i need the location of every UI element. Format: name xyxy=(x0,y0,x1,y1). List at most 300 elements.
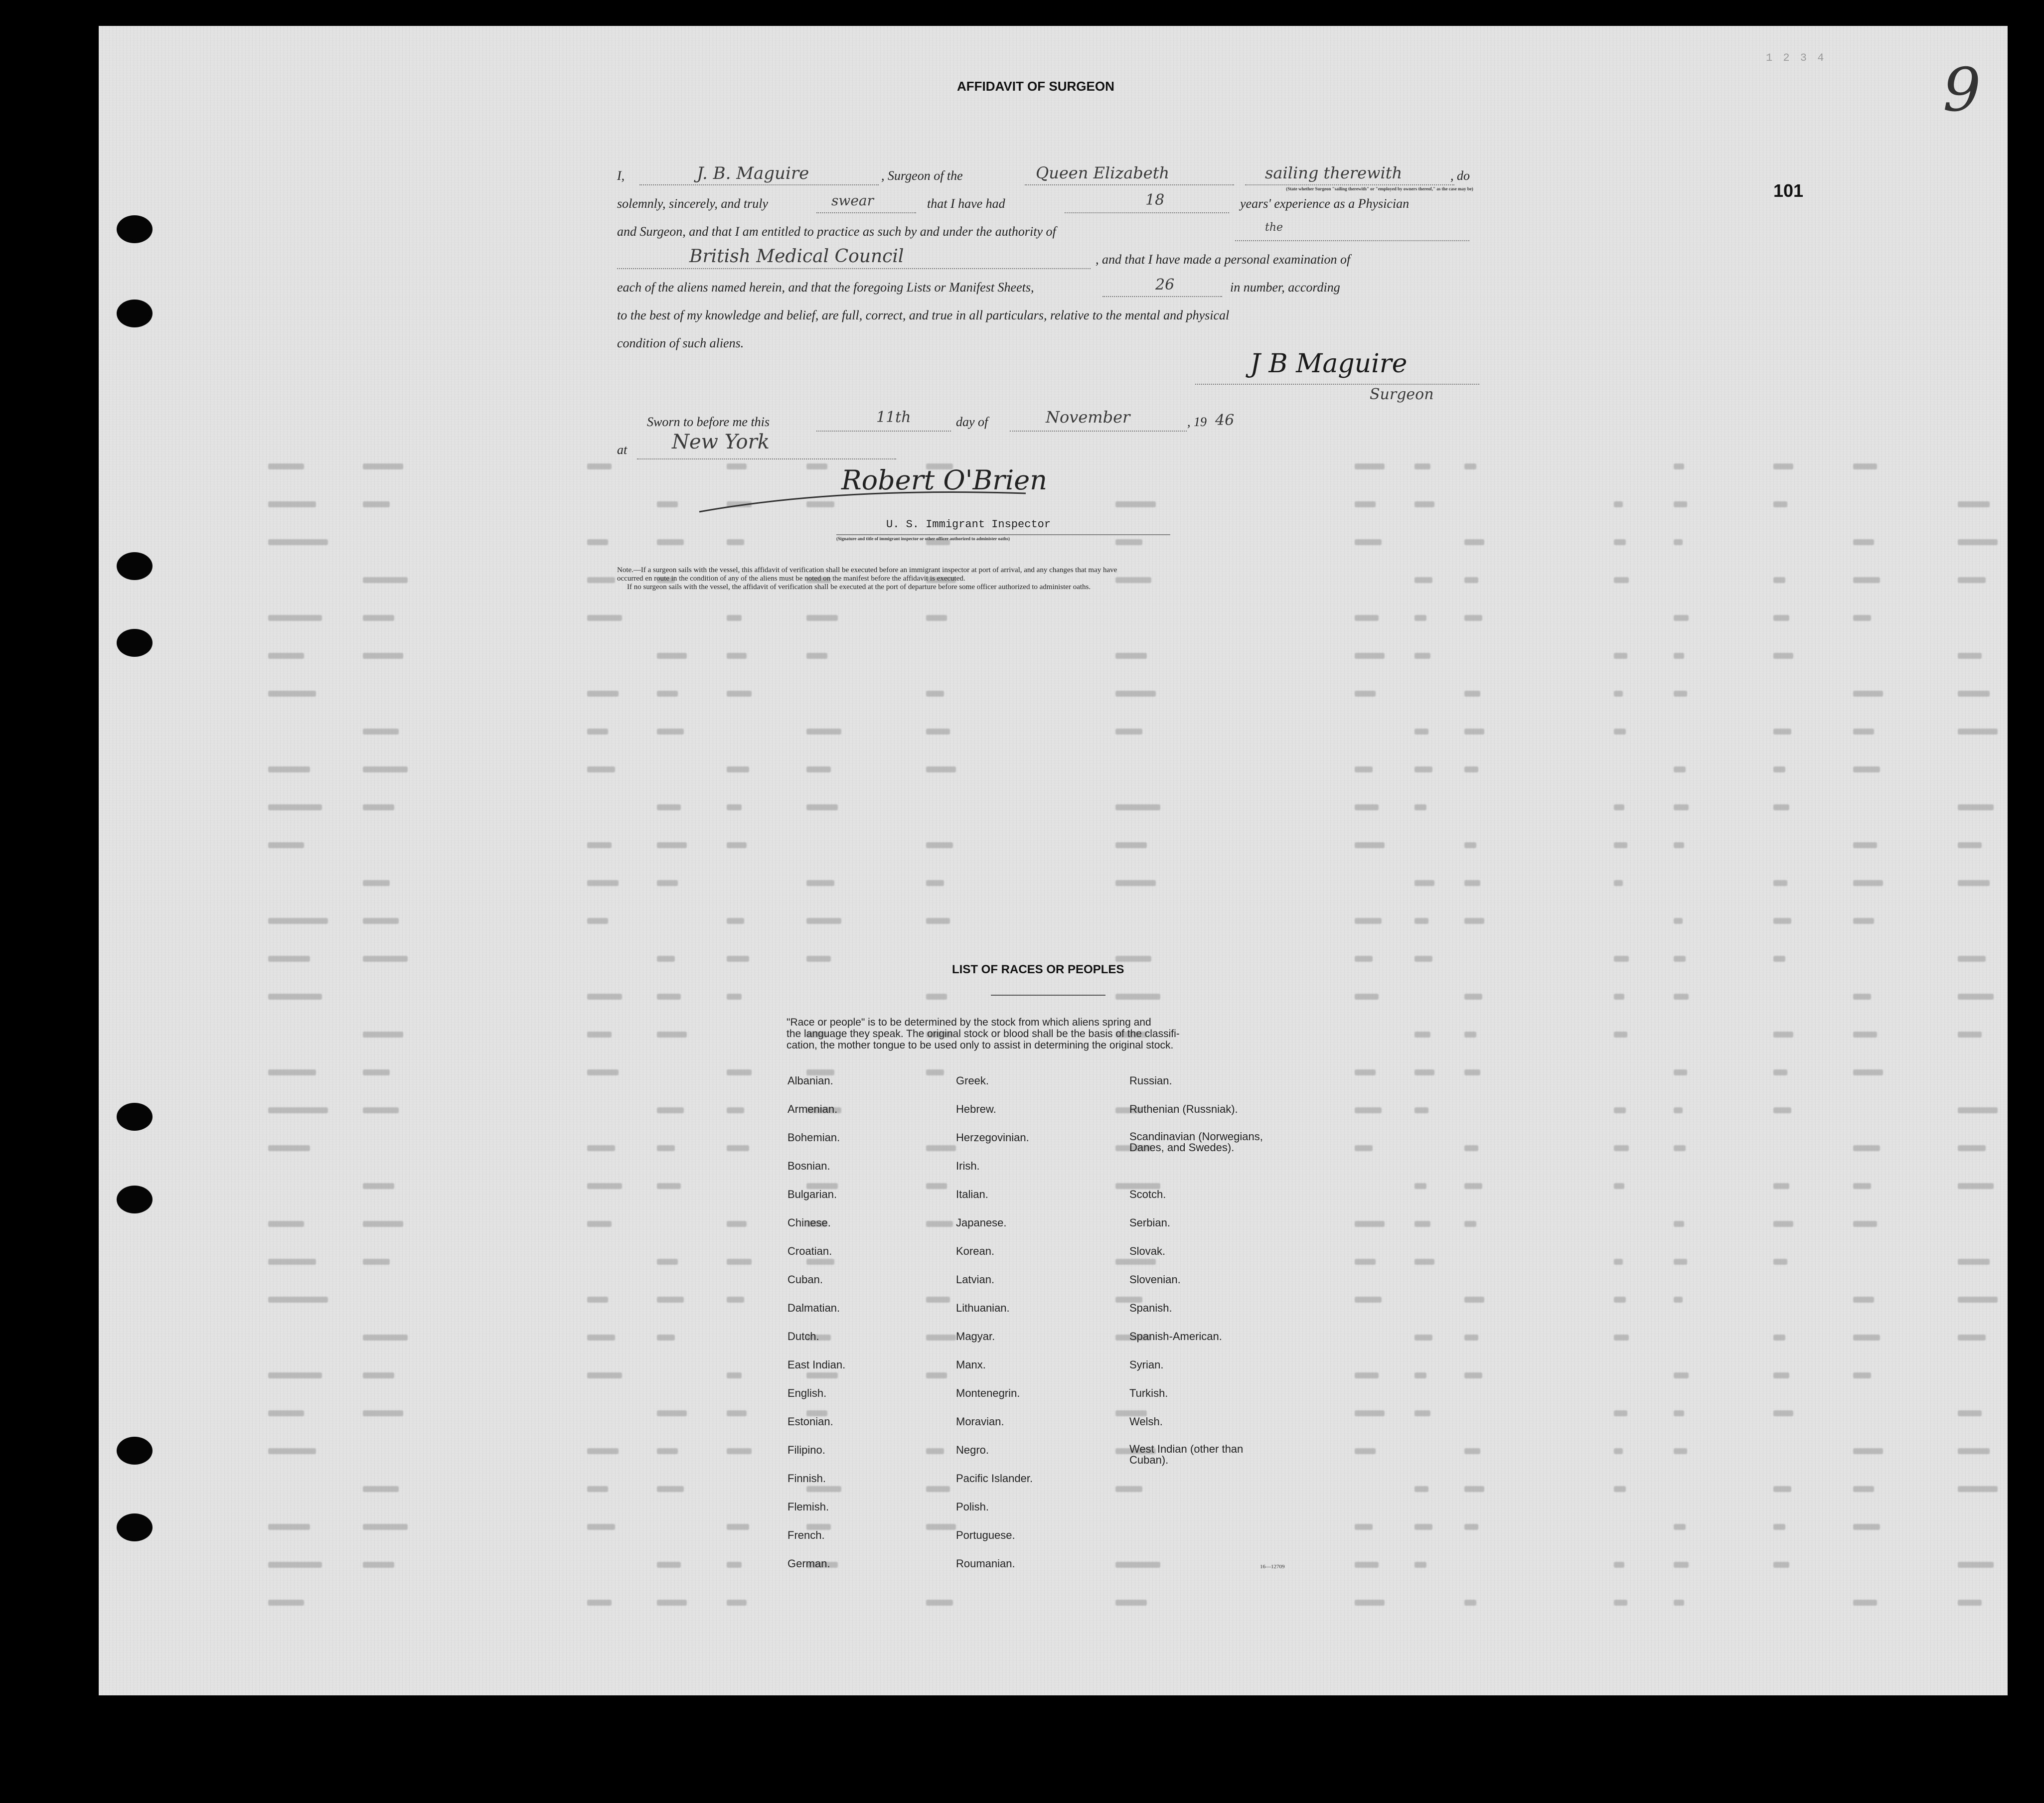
ghost-row xyxy=(268,535,1948,550)
ghost-mark xyxy=(363,1335,408,1341)
ghost-mark xyxy=(657,956,675,962)
line2-middle: that I have had xyxy=(927,196,1005,211)
ghost-mark xyxy=(1674,842,1684,848)
ghost-mark xyxy=(268,1221,304,1227)
ghost-row xyxy=(268,1482,1948,1497)
ghost-mark xyxy=(1674,918,1683,924)
race-entry: Dutch. xyxy=(787,1330,819,1343)
ghost-mark xyxy=(1958,653,1982,659)
ghost-mark xyxy=(363,1183,394,1189)
ghost-mark xyxy=(363,463,403,469)
ghost-mark xyxy=(1853,1032,1877,1038)
ghost-mark xyxy=(1614,1259,1623,1265)
sworn-day: 11th xyxy=(876,409,911,426)
ghost-mark xyxy=(1773,1069,1787,1075)
ghost-mark xyxy=(657,501,678,507)
sheet-number: 101 xyxy=(1773,180,1804,201)
ghost-mark xyxy=(1355,1372,1379,1378)
ghost-mark xyxy=(657,1107,684,1113)
authority-line-a xyxy=(1235,240,1469,241)
ghost-mark xyxy=(363,577,408,583)
ghost-mark xyxy=(1355,766,1373,772)
ghost-mark xyxy=(1464,1486,1484,1492)
at-place-line xyxy=(637,458,896,459)
ghost-mark xyxy=(268,918,328,924)
ghost-mark xyxy=(1415,1486,1428,1492)
ghost-mark xyxy=(1614,1600,1627,1606)
ghost-mark xyxy=(1415,615,1426,621)
races-title: LIST OF RACES OR PEOPLES xyxy=(952,963,1124,976)
ghost-mark xyxy=(1464,577,1478,583)
ghost-mark xyxy=(1853,539,1874,545)
ghost-mark xyxy=(587,1524,615,1530)
ghost-mark xyxy=(1355,1524,1373,1530)
ghost-mark xyxy=(657,1486,684,1492)
ghost-mark xyxy=(363,1069,390,1075)
ghost-mark xyxy=(727,842,747,848)
ghost-mark xyxy=(1674,1600,1684,1606)
sworn-day-of: day of xyxy=(956,415,988,429)
ghost-mark xyxy=(1614,1183,1624,1189)
ghost-mark xyxy=(1674,1069,1687,1075)
ghost-mark xyxy=(657,539,684,545)
ghost-mark xyxy=(1355,1221,1385,1227)
ghost-mark xyxy=(1853,1183,1871,1189)
ghost-mark xyxy=(727,1448,752,1454)
binder-hole xyxy=(117,215,153,243)
line1-prefix: I, xyxy=(617,168,625,183)
ghost-mark xyxy=(1773,1259,1787,1265)
ghost-mark xyxy=(1958,1107,1998,1113)
ghost-mark xyxy=(1958,956,1986,962)
race-entry: Latvian. xyxy=(956,1273,995,1286)
ghost-mark xyxy=(727,766,749,772)
sworn-month-line xyxy=(1010,431,1187,432)
ghost-row xyxy=(268,1331,1948,1346)
swear-line xyxy=(816,212,916,213)
ghost-mark xyxy=(727,1297,744,1303)
ghost-mark xyxy=(1674,501,1687,507)
ghost-mark xyxy=(1614,1107,1626,1113)
ghost-mark xyxy=(1958,1032,1982,1038)
ghost-mark xyxy=(806,615,838,621)
ghost-mark xyxy=(727,1107,744,1113)
vessel-line xyxy=(1025,184,1234,185)
ghost-mark xyxy=(1853,1524,1880,1530)
ghost-mark xyxy=(1674,766,1686,772)
ghost-mark xyxy=(1115,501,1156,507)
ghost-mark xyxy=(1464,1032,1476,1038)
ghost-mark xyxy=(727,463,747,469)
ghost-mark xyxy=(1355,918,1382,924)
ghost-mark xyxy=(926,1069,944,1075)
ghost-mark xyxy=(926,842,953,848)
ghost-mark xyxy=(926,766,956,772)
note-line-1: Note.—If a surgeon sails with the vessel, this affidavit of verification shall be executed before an immigrant inspector at port of arrival, and any changes that may have xyxy=(617,566,1117,574)
binder-hole xyxy=(117,1103,153,1131)
ghost-mark xyxy=(727,994,742,1000)
ghost-mark xyxy=(363,804,394,810)
ghost-mark xyxy=(1115,577,1151,583)
ghost-mark xyxy=(806,653,827,659)
sailing-status: sailing therewith xyxy=(1265,163,1403,182)
ghost-mark xyxy=(1674,1145,1686,1151)
ghost-mark xyxy=(1958,1410,1982,1416)
ghost-mark xyxy=(1773,653,1793,659)
ghost-mark xyxy=(1115,842,1147,848)
race-entry: Syrian. xyxy=(1129,1358,1164,1371)
ghost-mark xyxy=(1115,956,1151,962)
race-entry: Lithuanian. xyxy=(956,1302,1010,1314)
ghost-row xyxy=(268,1596,1948,1611)
ghost-mark xyxy=(926,1486,950,1492)
ghost-mark xyxy=(657,729,684,735)
ghost-mark xyxy=(363,615,394,621)
ghost-mark xyxy=(727,1372,742,1378)
ghost-mark xyxy=(926,1297,950,1303)
line5-suffix: in number, according xyxy=(1230,280,1340,295)
ghost-mark xyxy=(268,691,316,697)
ghost-row xyxy=(268,1406,1948,1421)
ghost-mark xyxy=(1614,1297,1626,1303)
ghost-mark xyxy=(657,804,681,810)
swear-word: swear xyxy=(831,192,874,209)
ghost-mark xyxy=(1614,1335,1629,1341)
ghost-mark xyxy=(1464,994,1482,1000)
ghost-mark xyxy=(1958,1335,1986,1341)
ghost-mark xyxy=(926,1372,947,1378)
at-label: at xyxy=(617,443,628,457)
ghost-mark xyxy=(727,1221,747,1227)
race-entry: Slovak. xyxy=(1129,1245,1166,1257)
ghost-mark xyxy=(363,729,399,735)
ghost-mark xyxy=(268,1259,316,1265)
ghost-mark xyxy=(1614,804,1624,810)
ghost-mark xyxy=(1614,653,1627,659)
ghost-mark xyxy=(1464,1069,1480,1075)
race-entry: Finnish. xyxy=(787,1472,826,1485)
ghost-mark xyxy=(1614,691,1623,697)
line2-suffix: years' experience as a Physician xyxy=(1240,196,1410,211)
ghost-mark xyxy=(1773,463,1793,469)
ghost-mark xyxy=(587,463,612,469)
race-entry: Bulgarian. xyxy=(787,1188,837,1201)
ghost-mark xyxy=(587,766,615,772)
ghost-mark xyxy=(1115,691,1156,697)
ghost-mark xyxy=(587,918,608,924)
ghost-mark xyxy=(1674,653,1684,659)
ghost-mark xyxy=(1355,615,1379,621)
ghost-mark xyxy=(1958,1448,1990,1454)
ghost-mark xyxy=(1773,1183,1789,1189)
sworn-text: Sworn to before me this xyxy=(647,415,770,429)
ghost-row xyxy=(268,459,1948,474)
race-entry: Armenian. xyxy=(787,1103,838,1115)
ghost-mark xyxy=(268,994,322,1000)
ghost-mark xyxy=(1355,1107,1382,1113)
line2-prefix: solemnly, sincerely, and truly xyxy=(617,196,769,211)
ghost-mark xyxy=(1115,804,1160,810)
ghost-mark xyxy=(1853,1448,1883,1454)
ghost-row xyxy=(268,1141,1948,1156)
ghost-mark xyxy=(1115,729,1142,735)
ghost-mark xyxy=(1674,1221,1684,1227)
ghost-mark xyxy=(363,1107,399,1113)
ghost-mark xyxy=(1115,880,1156,886)
ghost-mark xyxy=(1674,463,1684,469)
race-entry xyxy=(1129,1557,1279,1586)
ghost-mark xyxy=(1614,994,1624,1000)
ghost-mark xyxy=(1614,842,1627,848)
ghost-mark xyxy=(1614,880,1623,886)
ghost-mark xyxy=(1464,880,1480,886)
ghost-mark xyxy=(1415,1032,1430,1038)
race-entry xyxy=(1129,1529,1279,1557)
line5-text: each of the aliens named herein, and that the foregoing Lists or Manifest Sheets, xyxy=(617,280,1034,295)
ghost-mark xyxy=(1614,539,1626,545)
ghost-mark xyxy=(363,1562,394,1568)
ghost-mark xyxy=(363,1410,403,1416)
ghost-mark xyxy=(1464,1448,1480,1454)
ghost-mark xyxy=(1415,1259,1434,1265)
ghost-mark xyxy=(1674,956,1686,962)
ghost-row xyxy=(268,914,1948,929)
ghost-mark xyxy=(587,615,622,621)
ghost-mark xyxy=(1773,1372,1789,1378)
ghost-mark xyxy=(1464,615,1482,621)
ghost-mark xyxy=(363,1221,403,1227)
ghost-mark xyxy=(1674,691,1687,697)
ghost-mark xyxy=(1853,842,1877,848)
ghost-mark xyxy=(657,1600,687,1606)
ghost-mark xyxy=(657,1562,681,1568)
ghost-row xyxy=(268,1444,1948,1459)
ghost-row xyxy=(268,990,1948,1005)
at-place: New York xyxy=(672,431,770,453)
ghost-row xyxy=(268,497,1948,512)
ghost-mark xyxy=(806,804,838,810)
race-entry: Korean. xyxy=(956,1245,995,1257)
ghost-mark xyxy=(727,615,742,621)
races-intro xyxy=(786,1017,1180,1051)
ghost-mark xyxy=(657,653,687,659)
ghost-row xyxy=(268,1368,1948,1383)
ghost-mark xyxy=(1674,1410,1684,1416)
ghost-mark xyxy=(268,956,310,962)
ghost-mark xyxy=(727,691,752,697)
ghost-mark xyxy=(1853,994,1871,1000)
race-entry xyxy=(1129,1472,1279,1501)
ghost-mark xyxy=(1355,653,1385,659)
faint-stamp: 1 2 3 4 xyxy=(1766,52,1826,64)
race-entry: German. xyxy=(787,1557,830,1570)
ghost-mark xyxy=(806,463,827,469)
race-entry: Ruthenian (Russniak). xyxy=(1129,1103,1238,1115)
ghost-mark xyxy=(806,918,841,924)
ghost-mark xyxy=(1614,1486,1626,1492)
ghost-row xyxy=(268,1179,1948,1194)
ghost-mark xyxy=(1415,463,1430,469)
inspector-title: U. S. Immigrant Inspector xyxy=(886,518,1051,531)
ghost-mark xyxy=(1415,501,1434,507)
ghost-mark xyxy=(587,1372,622,1378)
ghost-mark xyxy=(587,1486,608,1492)
ghost-mark xyxy=(806,956,831,962)
ghost-mark xyxy=(1674,1297,1683,1303)
ghost-mark xyxy=(268,1524,310,1530)
ghost-mark xyxy=(657,691,678,697)
ghost-mark xyxy=(268,1107,328,1113)
races-column-3 xyxy=(1129,1074,1279,1586)
ghost-mark xyxy=(1773,1486,1791,1492)
ghost-mark xyxy=(1773,1221,1793,1227)
ghost-mark xyxy=(926,1448,944,1454)
ghost-row xyxy=(268,1558,1948,1573)
ghost-mark xyxy=(926,1600,953,1606)
ghost-mark xyxy=(268,1600,304,1606)
ghost-row xyxy=(268,573,1948,588)
ghost-mark xyxy=(1355,1069,1376,1075)
race-entry: Pacific Islander. xyxy=(956,1472,1033,1485)
ghost-mark xyxy=(1355,501,1376,507)
surgeon-signature: J B Maguire xyxy=(1250,349,1408,379)
ghost-mark xyxy=(1355,539,1382,545)
ghost-mark xyxy=(1415,1335,1432,1341)
ghost-mark xyxy=(926,1221,953,1227)
ghost-mark xyxy=(587,1297,608,1303)
ghost-mark xyxy=(1415,956,1432,962)
ghost-mark xyxy=(1958,880,1990,886)
ghost-mark xyxy=(1674,994,1689,1000)
ghost-mark xyxy=(268,653,304,659)
manifest-sheet xyxy=(99,26,2008,1695)
ghost-mark xyxy=(1614,1145,1629,1151)
ghost-mark xyxy=(1614,729,1626,735)
ghost-mark xyxy=(1415,1107,1428,1113)
ghost-mark xyxy=(1614,1562,1624,1568)
ghost-mark xyxy=(1773,918,1791,924)
ghost-mark xyxy=(926,691,944,697)
ghost-mark xyxy=(1614,956,1629,962)
race-entry: East Indian. xyxy=(787,1358,846,1371)
affidavit-title: AFFIDAVIT OF SURGEON xyxy=(957,79,1114,94)
races-column-1 xyxy=(787,1074,845,1586)
ghost-mark xyxy=(1773,729,1791,735)
inspector-signature-line xyxy=(836,534,1170,535)
ghost-mark xyxy=(363,766,408,772)
race-entry: Croatian. xyxy=(787,1245,832,1257)
ghost-mark xyxy=(1355,1145,1373,1151)
ghost-mark xyxy=(1415,729,1428,735)
race-entry: Portuguese. xyxy=(956,1529,1015,1541)
ghost-mark xyxy=(1415,918,1428,924)
ghost-mark xyxy=(727,1145,749,1151)
race-entry: Scotch. xyxy=(1129,1188,1166,1201)
ghost-mark xyxy=(587,880,619,886)
ghost-mark xyxy=(1773,1562,1789,1568)
ghost-mark xyxy=(1464,1297,1484,1303)
ghost-mark xyxy=(363,880,390,886)
ghost-row xyxy=(268,876,1948,891)
ghost-mark xyxy=(1464,729,1484,735)
ghost-mark xyxy=(1355,994,1379,1000)
ghost-row xyxy=(268,1103,1948,1118)
ghost-mark xyxy=(657,1410,687,1416)
ghost-mark xyxy=(268,463,304,469)
race-entry: Slovenian. xyxy=(1129,1273,1181,1286)
ghost-mark xyxy=(1958,1297,1998,1303)
ghost-mark xyxy=(1674,804,1689,810)
race-entry: Negro. xyxy=(956,1444,989,1456)
ghost-mark xyxy=(727,1069,752,1075)
race-entry: Albanian. xyxy=(787,1074,833,1087)
race-entry: Estonian. xyxy=(787,1415,833,1428)
ghost-mark xyxy=(587,842,612,848)
race-entry: West Indian (other than Cuban). xyxy=(1129,1443,1244,1466)
ghost-mark xyxy=(1958,539,1998,545)
ghost-mark xyxy=(1614,1410,1627,1416)
ghost-mark xyxy=(1853,463,1877,469)
surgeon-name-line xyxy=(639,184,879,185)
ghost-mark xyxy=(268,766,310,772)
ghost-row xyxy=(268,1255,1948,1270)
ghost-mark xyxy=(1415,766,1432,772)
surgeon-name: J. B. Maguire xyxy=(697,163,809,183)
binder-hole xyxy=(117,1437,153,1465)
race-entry: Spanish-American. xyxy=(1129,1330,1222,1343)
ghost-mark xyxy=(1773,577,1785,583)
ghost-mark xyxy=(268,804,322,810)
ghost-mark xyxy=(1355,1259,1376,1265)
race-entry: Montenegrin. xyxy=(956,1387,1020,1399)
ghost-mark xyxy=(268,1145,310,1151)
ghost-mark xyxy=(1115,653,1147,659)
ghost-mark xyxy=(1464,1145,1478,1151)
race-entry xyxy=(1129,1501,1279,1529)
ghost-row xyxy=(268,649,1948,664)
ghost-mark xyxy=(657,1183,681,1189)
ghost-mark xyxy=(268,1069,316,1075)
ghost-mark xyxy=(1773,956,1785,962)
ghost-mark xyxy=(363,1372,394,1378)
ghost-mark xyxy=(1464,1372,1482,1378)
ghost-row xyxy=(268,1520,1948,1535)
ghost-mark xyxy=(1773,1107,1791,1113)
ghost-mark xyxy=(1464,539,1484,545)
ghost-mark xyxy=(1415,577,1432,583)
ghost-mark xyxy=(1958,804,1994,810)
ghost-mark xyxy=(587,539,608,545)
ghost-mark xyxy=(1853,918,1874,924)
note-line-2: occurred en route in the condition of any of the aliens must be noted on the manifest before the affidavit is executed. xyxy=(617,575,965,583)
ghost-mark xyxy=(268,615,322,621)
ghost-mark xyxy=(727,1259,752,1265)
ghost-mark xyxy=(657,994,681,1000)
ghost-mark xyxy=(1958,577,1986,583)
ghost-mark xyxy=(587,1335,615,1341)
ghost-mark xyxy=(1355,956,1373,962)
ghost-mark xyxy=(727,956,749,962)
ghost-row xyxy=(268,838,1948,853)
ghost-mark xyxy=(1415,1183,1426,1189)
binder-hole xyxy=(117,552,153,580)
race-entry: Hebrew. xyxy=(956,1103,996,1115)
ghost-mark xyxy=(1958,1486,1998,1492)
race-entry: Bohemian. xyxy=(787,1131,840,1144)
ghost-mark xyxy=(1853,766,1880,772)
ghost-mark xyxy=(1355,842,1385,848)
race-entry: Russian. xyxy=(1129,1074,1172,1087)
